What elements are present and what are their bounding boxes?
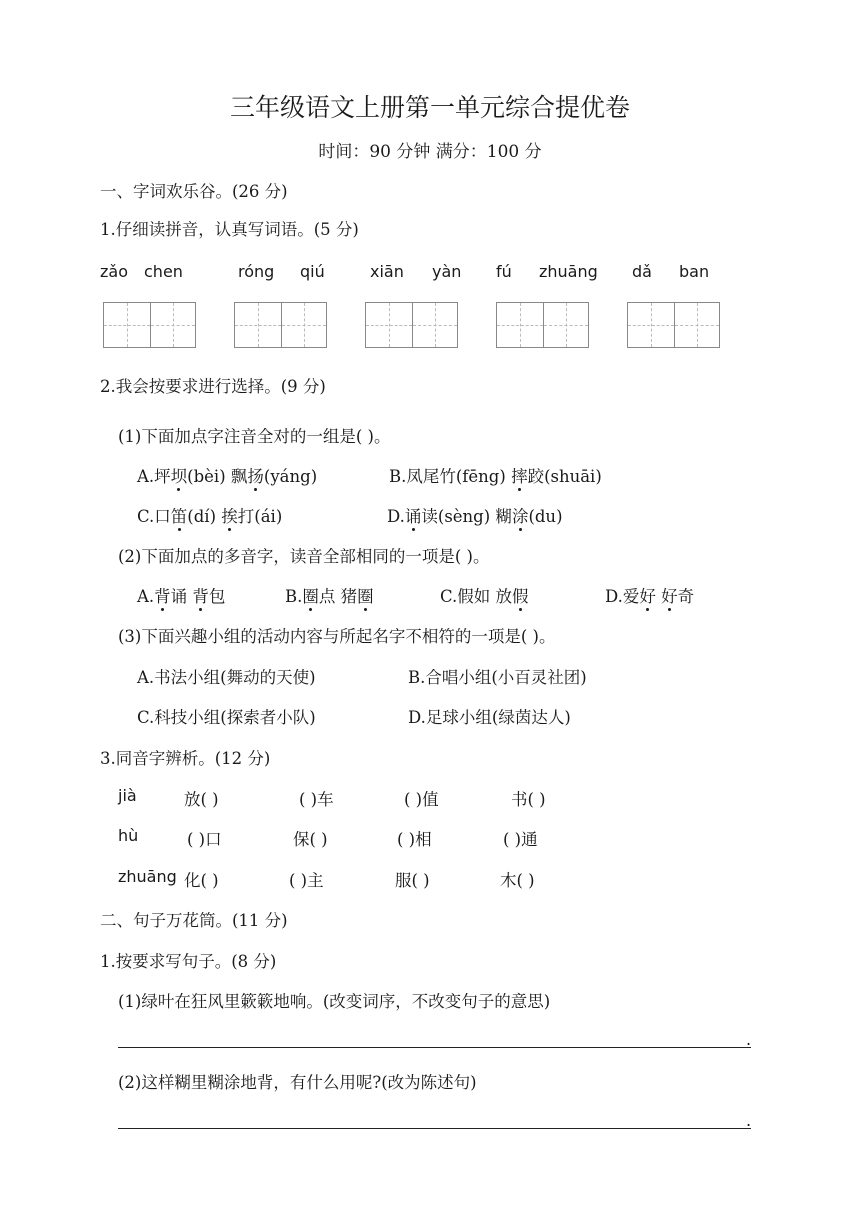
q2-3-stem: (3)下面兴趣小组的活动内容与所起名字不相符的一项是( )。 [118, 627, 556, 646]
q2-2-option-a: A.背诵 背包 [137, 587, 226, 606]
q3-row2-item4[interactable]: ( )通 [503, 830, 538, 849]
q2-3-option-c: C.科技小组(探索者小队) [137, 708, 316, 727]
pinyin-2b: qiú [300, 262, 325, 281]
section-2-heading: 二、句子万花筒。(11 分) [100, 911, 288, 930]
section-2-q1-prompt: 1.按要求写句子。(8 分) [100, 952, 277, 971]
pinyin-1b: chen [144, 262, 183, 281]
q3-row2-item3[interactable]: ( )相 [397, 830, 432, 849]
s2-q1-sub2: (2)这样糊里糊涂地背，有什么用呢?(改为陈述句) [118, 1073, 477, 1092]
question-2-prompt: 2.我会按要求进行选择。(9 分) [100, 377, 326, 396]
q3-row3-item1[interactable]: 化( ) [184, 871, 219, 890]
q2-1-option-b: B.凤尾竹(fēng) 摔跤(shuāi) [389, 467, 602, 486]
q2-2-option-d: D.爱好 好奇 [605, 587, 695, 606]
q3-row3-item2[interactable]: ( )主 [289, 871, 324, 890]
q2-1-option-c: C.口笛(dí) 挨打(ái) [137, 507, 283, 526]
q3-row1-item1[interactable]: 放( ) [184, 790, 219, 809]
q2-1-stem: (1)下面加点字注音全对的一组是( )。 [118, 427, 391, 446]
q3-row1-item3[interactable]: ( )值 [404, 790, 439, 809]
q2-3-option-d: D.足球小组(绿茵达人) [408, 708, 571, 727]
q2-1-option-a: A.坪坝(bèi) 飘扬(yáng) [137, 467, 318, 486]
answer-line-1-end-mark: . [746, 1030, 752, 1049]
q3-row3-item3[interactable]: 服( ) [395, 871, 430, 890]
answer-line-1[interactable] [118, 1047, 751, 1048]
answer-line-2[interactable] [118, 1128, 751, 1129]
q3-row1-pinyin: jià [118, 786, 137, 805]
pinyin-3b: yàn [432, 262, 462, 281]
q3-row3-pinyin: zhuāng [118, 867, 177, 886]
pinyin-4a: fú [496, 262, 512, 281]
writing-grid-5[interactable] [627, 302, 720, 348]
q3-row1-item2[interactable]: ( )车 [299, 790, 334, 809]
section-1-heading: 一、字词欢乐谷。(26 分) [100, 182, 288, 201]
q3-row2-item1[interactable]: ( )口 [187, 830, 222, 849]
q3-row1-item4[interactable]: 书( ) [511, 790, 546, 809]
q2-3-option-b: B.合唱小组(小百灵社团) [408, 668, 587, 687]
answer-line-2-end-mark: . [746, 1111, 752, 1130]
pinyin-3a: xiān [370, 262, 404, 281]
pinyin-1a: zǎo [100, 262, 128, 281]
q2-2-option-b: B.圈点 猪圈 [285, 587, 374, 606]
pinyin-2a: róng [238, 262, 275, 281]
question-1-prompt: 1.仔细读拼音，认真写词语。(5 分) [100, 220, 359, 239]
pinyin-5a: dǎ [632, 262, 652, 281]
q2-2-option-c: C.假如 放假 [440, 587, 529, 606]
exam-meta: 时间：90 分钟 满分：100 分 [318, 142, 542, 162]
q3-row2-pinyin: hù [118, 826, 139, 845]
q2-2-stem: (2)下面加点的多音字，读音全部相同的一项是( )。 [118, 547, 490, 566]
writing-grid-2[interactable] [234, 302, 327, 348]
pinyin-4b: zhuāng [539, 262, 598, 281]
writing-grid-3[interactable] [365, 302, 458, 348]
writing-grid-4[interactable] [496, 302, 589, 348]
s2-q1-sub1: (1)绿叶在狂风里簌簌地响。(改变词序，不改变句子的意思) [118, 992, 551, 1011]
pinyin-5b: ban [679, 262, 710, 281]
page-title: 三年级语文上册第一单元综合提优卷 [229, 93, 630, 122]
q3-row3-item4[interactable]: 木( ) [500, 871, 535, 890]
q2-3-option-a: A.书法小组(舞动的天使) [137, 668, 316, 687]
q3-row2-item2[interactable]: 保( ) [293, 830, 328, 849]
writing-grid-1[interactable] [103, 302, 196, 348]
q2-1-option-d: D.诵读(sèng) 糊涂(du) [387, 507, 563, 526]
question-3-prompt: 3.同音字辨析。(12 分) [100, 749, 271, 768]
